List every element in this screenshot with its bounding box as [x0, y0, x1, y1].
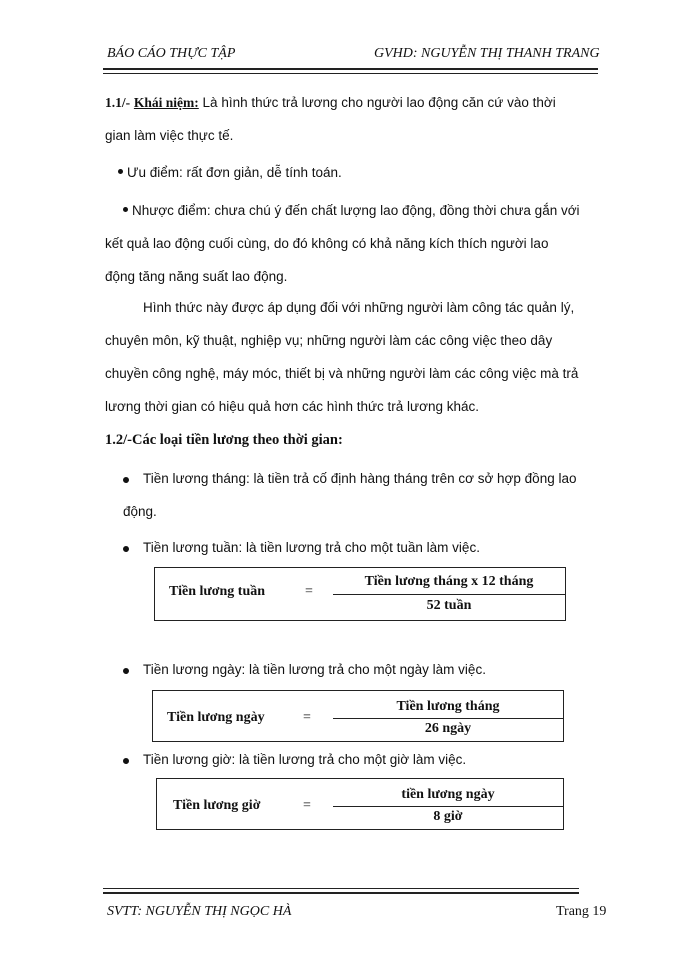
- bullet-icon: [123, 758, 129, 764]
- fraction-bar: [333, 806, 563, 807]
- formula-denominator: 8 giờ: [433, 809, 463, 824]
- daily-item: [143, 653, 599, 686]
- advantage-item: [118, 156, 612, 189]
- formula-label: Tiền lương tuần: [169, 584, 266, 599]
- weekly-formula: [154, 567, 566, 621]
- monthly-line-2: động.: [123, 504, 157, 519]
- formula-equals: =: [305, 584, 313, 599]
- header-divider: [103, 68, 598, 70]
- fraction-bar: [333, 594, 565, 595]
- fraction-bar: [333, 718, 563, 719]
- formula-equals: =: [303, 798, 311, 813]
- footer-page-number: Trang 19: [556, 904, 607, 919]
- disadvantage-line-2: kết quả lao động cuối cùng, do đó không có khả năng kích thích người lao: [105, 236, 549, 251]
- section-1-1-intro-cont: gian làm việc thực tế.: [105, 128, 234, 143]
- header-divider-thin: [103, 73, 598, 74]
- application-line-1: Hình thức này được áp dụng đối với những người làm công tác quản lý,: [143, 300, 575, 315]
- hourly-text: Tiền lương giờ: là tiền lương trả cho một giờ làm việc.: [143, 752, 467, 767]
- weekly-text: Tiền lương tuần: là tiền lương trả cho một tuần làm việc.: [143, 540, 480, 555]
- footer-divider: [103, 892, 579, 894]
- daily-formula: [152, 690, 564, 742]
- monthly-line-1: Tiền lương tháng: là tiền trả cố định hàng tháng trên cơ sở hợp đồng lao: [143, 471, 577, 486]
- bullet-icon: [123, 207, 128, 212]
- application-line-3: chuyền công nghệ, máy móc, thiết bị và những người làm các công việc mà trả: [105, 366, 579, 381]
- application-line-4: lương thời gian có hiệu quả hơn các hình thức trả lương khác.: [105, 399, 479, 414]
- application-line-2: chuyên môn, kỹ thuật, nghiệp vụ; những người làm các công việc theo dây: [105, 333, 553, 348]
- header-supervisor: GVHD: NGUYỄN THỊ THANH TRANG: [374, 46, 600, 61]
- section-1-1-number: 1.1/-: [105, 95, 131, 110]
- hourly-item: [143, 743, 599, 776]
- bullet-icon: [123, 668, 129, 674]
- weekly-item: [143, 531, 599, 564]
- disadvantage-line-3: động tăng năng suất lao động.: [105, 269, 288, 284]
- formula-label: Tiền lương giờ: [173, 798, 261, 813]
- monthly-item-cont: [105, 495, 599, 528]
- footer-student: SVTT: NGUYỄN THỊ NGỌC HÀ: [107, 904, 292, 919]
- formula-label: Tiền lương ngày: [167, 710, 265, 725]
- formula-equals: =: [303, 710, 311, 725]
- section-1-1: [105, 86, 599, 152]
- application-paragraph: [105, 291, 599, 423]
- section-1-2-heading: 1.2/-Các loại tiền lương theo thời gian:: [105, 432, 343, 448]
- bullet-icon: [123, 477, 129, 483]
- formula-denominator: 52 tuần: [426, 598, 472, 613]
- formula-numerator: Tiền lương tháng: [396, 699, 500, 714]
- formula-denominator: 26 ngày: [424, 721, 472, 736]
- advantage-text: Ưu điểm: rất đơn giản, dễ tính toán.: [127, 165, 342, 180]
- bullet-icon: [123, 546, 129, 552]
- daily-text: Tiền lương ngày: là tiền lương trả cho một ngày làm việc.: [143, 662, 486, 677]
- footer-divider-thin: [103, 888, 579, 889]
- section-1-1-intro: Là hình thức trả lương cho người lao động căn cứ vào thời: [202, 95, 556, 110]
- header-report-title: BÁO CÁO THỰC TẬP: [107, 46, 236, 61]
- monthly-item: [143, 462, 599, 495]
- disadvantage-item: [105, 194, 599, 293]
- formula-numerator: Tiền lương tháng x 12 tháng: [364, 574, 534, 589]
- section-1-1-heading: Khái niệm:: [133, 95, 199, 110]
- formula-numerator: tiền lương ngày: [401, 787, 495, 802]
- disadvantage-line-1: Nhược điểm: chưa chú ý đến chất lượng lao động, đồng thời chưa gắn với: [132, 203, 580, 218]
- bullet-icon: [118, 169, 123, 174]
- hourly-formula: [156, 778, 564, 830]
